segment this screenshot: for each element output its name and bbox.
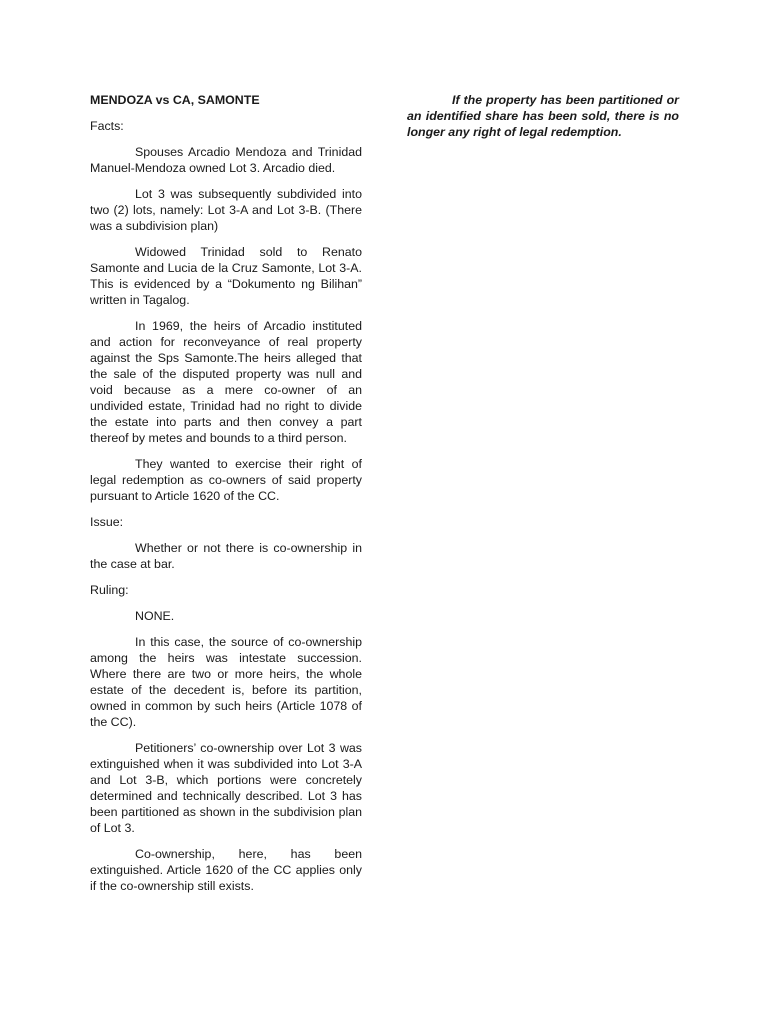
issue-heading: Issue: bbox=[90, 515, 124, 529]
ruling-paragraph: Co-ownership, here, has been extinguished. Article 1620 of the CC applies only if the co-ownership still exists. bbox=[90, 847, 362, 893]
facts-paragraph: Widowed Trinidad sold to Renato Samonte and Lucia de la Cruz Samonte, Lot 3-A. This is evidenced by a “Dokumento ng Bilihan” written in Tagalog. bbox=[90, 245, 362, 307]
ruling-heading: Ruling: bbox=[90, 583, 129, 597]
ruling-paragraph: NONE. bbox=[135, 609, 175, 623]
facts-paragraph: They wanted to exercise their right of legal redemption as co-owners of said property pursuant to Article 1620 of the CC. bbox=[90, 457, 362, 503]
ruling-paragraph: In this case, the source of co-ownership among the heirs was intestate succession. Where there are two or more heirs, the whole estate of the decedent is, before its partition, owned in common by such heirs (Article 1078 of the CC). bbox=[90, 635, 362, 729]
facts-paragraph: Lot 3 was subsequently subdivided into two (2) lots, namely: Lot 3-A and Lot 3-B. (There was a subdivision plan) bbox=[90, 187, 362, 233]
facts-heading: Facts: bbox=[90, 119, 124, 133]
ruling-paragraph: Petitioners’ co-ownership over Lot 3 was extinguished when it was subdivided into Lot 3-A and Lot 3-B, which portions were concretely determined and technically described. Lot 3 has been partitioned as shown in the subdivision plan of Lot 3. bbox=[90, 741, 362, 835]
issue-paragraph: Whether or not there is co-ownership in the case at bar. bbox=[90, 541, 362, 571]
case-title: MENDOZA vs CA, SAMONTE bbox=[90, 93, 260, 107]
case-digest-column bbox=[90, 92, 362, 894]
facts-paragraph: Spouses Arcadio Mendoza and Trinidad Manuel-Mendoza owned Lot 3. Arcadio died. bbox=[90, 145, 362, 175]
side-note: If the property has been partitioned or an identified share has been sold, there is no longer any right of legal redemption. bbox=[407, 93, 679, 139]
facts-paragraph: In 1969, the heirs of Arcadio instituted and action for reconveyance of real property against the Sps Samonte.The heirs alleged that the sale of the disputed property was null and void because as a mere co-owner of an undivided estate, Trinidad had no right to divide the estate into parts and then convey a part thereof by metes and bounds to a third person. bbox=[90, 319, 362, 445]
